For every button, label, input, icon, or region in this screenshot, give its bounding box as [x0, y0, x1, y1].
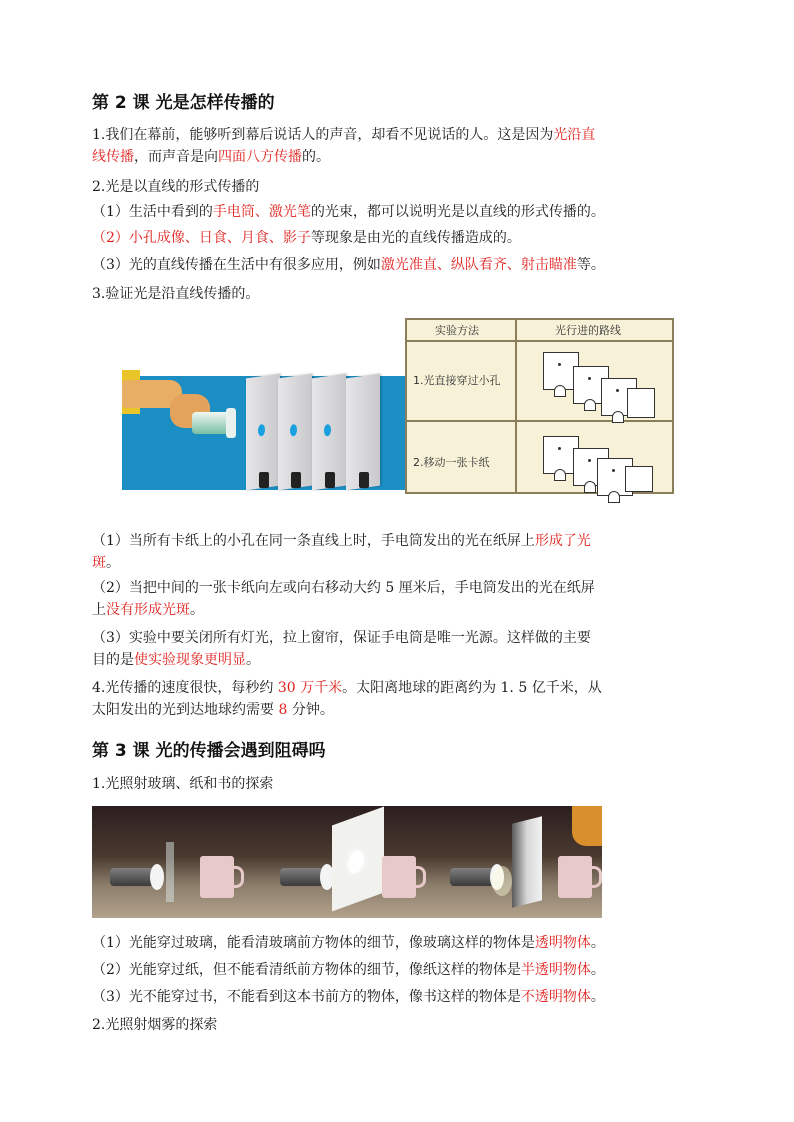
clip-icon	[259, 472, 269, 488]
point-1: （1）生活中看到的手电筒、激光笔的光束，都可以说明光是以直线的形式传播的。	[92, 204, 605, 220]
point-3: （3）光的直线传播在生活中有很多应用，例如激光准直、纵队看齐、射击瞄准等。	[92, 257, 605, 273]
paragraph-3: 3.验证光是沿直线传播的。	[92, 286, 260, 302]
lesson3-paragraph-1: 1.光照射玻璃、纸和书的探索	[92, 776, 274, 792]
paragraph-1: 1.我们在幕前，能够听到幕后说话人的声音，却看不见说话的人。这是因为光沿直 线传播，而声音是向四面八方传播的。	[92, 127, 596, 165]
observation-3: （3）实验中要关闭所有灯光，拉上窗帘，保证手电筒是唯一光源。这样做的主要 目的是使实验现象更明显。	[92, 630, 591, 668]
material-2: （2）光能穿过纸，但不能看清纸前方物体的细节，像纸这样的物体是半透明物体。	[92, 962, 605, 978]
paragraph-4: 4.光传播的速度很快，每秒约 30 万千米。太阳离地球的距离约为 1. 5 亿千米，从 太阳发出的光到达地球约需要 8 分钟。	[92, 680, 602, 718]
flashlight-icon	[110, 868, 154, 886]
table-header-path: 光行进的路线	[555, 324, 621, 337]
glass-pane	[166, 842, 174, 902]
mug	[200, 856, 234, 898]
photo-book	[432, 806, 602, 918]
clip-icon	[291, 472, 301, 488]
light-material-photos	[92, 806, 612, 918]
clip-icon	[359, 472, 369, 488]
straight-light-experiment-figure	[122, 318, 674, 494]
table-header-method: 实验方法	[435, 324, 479, 337]
flashlight-head	[226, 408, 236, 438]
flashlight-icon	[450, 868, 494, 886]
observation-2: （2）当把中间的一张卡纸向左或向右移动大约 5 厘米后，手电筒发出的光在纸屏 上没有形成光斑。	[92, 580, 595, 618]
paragraph-2: 2.光是以直线的形式传播的	[92, 179, 260, 195]
lesson2-title: 第 2 课 光是怎样传播的	[92, 93, 275, 113]
book	[512, 816, 542, 907]
card-sketch	[625, 466, 653, 492]
material-3: （3）光不能穿过书，不能看到这本书前方的物体，像书这样的物体是不透明物体。	[92, 989, 605, 1005]
flashlight-icon	[280, 868, 324, 886]
table-row-2-label: 2.移动一张卡纸	[413, 456, 490, 469]
card-sketch	[627, 388, 655, 418]
photo-paper	[262, 806, 432, 918]
mug	[382, 856, 416, 898]
point-2: （2）小孔成像、日食、月食、影子等现象是由光的直线传播造成的。	[92, 230, 521, 246]
hole	[290, 424, 297, 437]
hole	[258, 424, 265, 437]
hole	[324, 424, 331, 437]
table-row-1-label: 1.光直接穿过小孔	[413, 374, 501, 387]
material-1: （1）光能穿过玻璃，能看清玻璃前方物体的细节，像玻璃这样的物体是透明物体。	[92, 935, 605, 951]
flashlight-icon	[192, 412, 230, 434]
mug	[558, 856, 592, 898]
paper-sheet	[332, 807, 384, 912]
lesson3-title: 第 3 课 光的传播会遇到阻碍吗	[92, 741, 326, 761]
lesson3-paragraph-2: 2.光照射烟雾的探索	[92, 1017, 218, 1033]
experiment-table	[405, 318, 674, 494]
observation-1: （1）当所有卡纸上的小孔在同一条直线上时，手电筒发出的光在纸屏上形成了光 斑。	[92, 533, 591, 571]
photo-glass	[92, 806, 262, 918]
clip-icon	[325, 472, 335, 488]
